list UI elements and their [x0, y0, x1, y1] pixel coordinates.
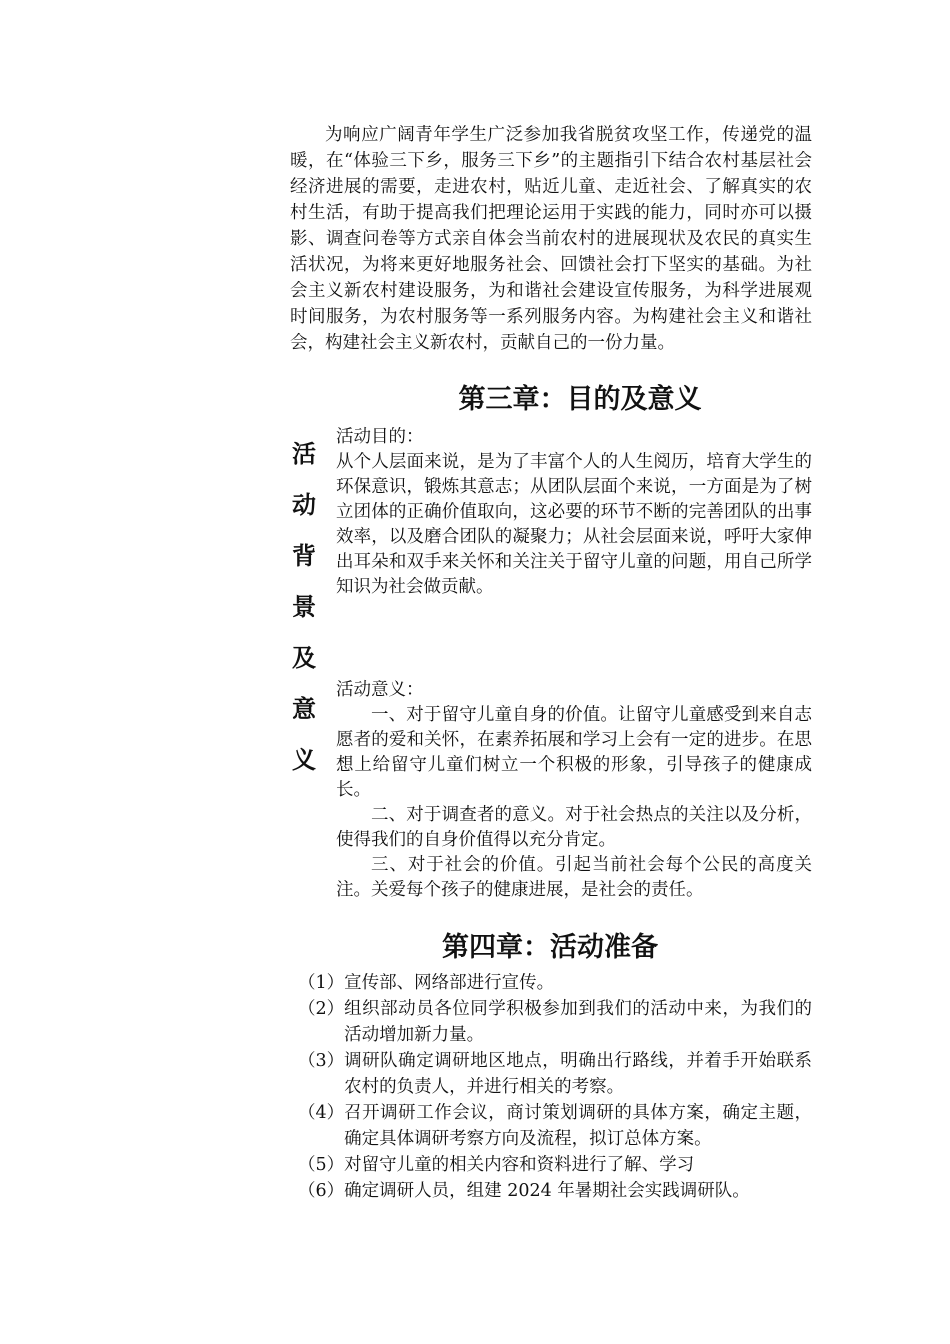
- list-item-number: （1）: [298, 973, 345, 993]
- chapter-4-title: 第四章：活动准备: [442, 932, 658, 963]
- meaning-point-2: 二、对于调查者的意义。对于社会热点的关注以及分析，使得我们的自身价值得以充分肯定。: [336, 805, 812, 850]
- activity-background-side-label: [286, 428, 322, 785]
- list-item-number: （4）: [298, 1103, 345, 1123]
- intro-paragraph: 为响应广阔青年学生广泛参加我省脱贫攻坚工作，传递党的温暖，在“体验三下乡，服务三下乡”的主题指引下结合农村基层社会经济进展的需要，走进农村，贴近儿童、走近社会、了解真实的农村生活，有助于提高我们把理论运用于实践的能力，同时亦可以摄影、调查问卷等方式亲自体会当前农村的进展现状及农民的真实生活状况，为将来更好地服务社会、回馈社会打下坚实的基础。为社会主义新农村建设服务，为和谐社会建设宣传服务，为科学进展观时间服务，为农村服务等一系列服务内容。为构建社会主义和谐社会，构建社会主义新农村，贡献自己的一份力量。: [290, 125, 812, 353]
- side-label-char: 背: [292, 541, 316, 570]
- preparation-list: [298, 970, 812, 1204]
- list-item: [298, 1100, 812, 1152]
- side-label-char: 及: [292, 643, 316, 672]
- list-item-text: 调研队确定调研地区地点，明确出行路线，并着手开始联系农村的负责人，并进行相关的考察。: [344, 1051, 812, 1097]
- meaning-point-1: 一、对于留守儿童自身的价值。让留守儿童感受到来自志愿者的爱和关怀，在素养拓展和学习上会有一定的进步。在思想上给留守儿童们树立一个积极的形象，引导孩子的健康成长。: [336, 705, 812, 800]
- list-item-number: （5）: [298, 1155, 345, 1175]
- list-item-text: 组织部动员各位同学积极参加到我们的活动中来，为我们的活动增加新力量。: [344, 999, 812, 1045]
- list-item-text: 确定调研人员，组建 2024 年暑期社会实践调研队。: [344, 1181, 750, 1201]
- activity-purpose-section: [336, 425, 812, 600]
- chapter-3-title: 第三章：目的及意义: [458, 384, 702, 415]
- list-item: [298, 970, 812, 996]
- list-item-text: 召开调研工作会议，商讨策划调研的具体方案，确定主题，确定具体调研考察方向及流程，拟订总体方案。: [344, 1103, 812, 1149]
- list-item-text: 宣传部、网络部进行宣传。: [344, 973, 555, 993]
- list-item: [298, 1178, 812, 1204]
- list-item: [298, 1048, 812, 1100]
- list-item-number: （3）: [298, 1051, 345, 1071]
- list-item: [298, 996, 812, 1048]
- side-label-char: 动: [292, 490, 316, 519]
- side-label-char: 景: [292, 592, 316, 621]
- list-item: [298, 1152, 812, 1178]
- side-label-char: 义: [292, 745, 316, 774]
- meaning-point-3: 三、对于社会的价值。引起当前社会每个公民的高度关注。关爱每个孩子的健康进展，是社会的责任。: [336, 855, 812, 900]
- activity-meaning-section: [336, 678, 812, 903]
- activity-purpose-label: 活动目的：: [336, 427, 424, 447]
- activity-purpose-text: 从个人层面来说，是为了丰富个人的人生阅历，培育大学生的环保意识，锻炼其意志；从团队层面个来说，一方面是为了树立团体的正确价值取向，这必要的环节不断的完善团队的出事效率，以及磨合团队的凝聚力；从社会层面来说，呼吁大家伸出耳朵和双手来关怀和关注关于留守儿童的问题，用自己所学知识为社会做贡献。: [336, 452, 812, 597]
- side-label-char: 活: [292, 439, 316, 468]
- list-item-number: （6）: [298, 1181, 345, 1201]
- list-item-number: （2）: [298, 999, 345, 1019]
- side-label-char: 意: [292, 694, 316, 723]
- activity-meaning-label: 活动意义：: [336, 680, 424, 700]
- list-item-text: 对留守儿童的相关内容和资料进行了解、学习: [344, 1155, 695, 1175]
